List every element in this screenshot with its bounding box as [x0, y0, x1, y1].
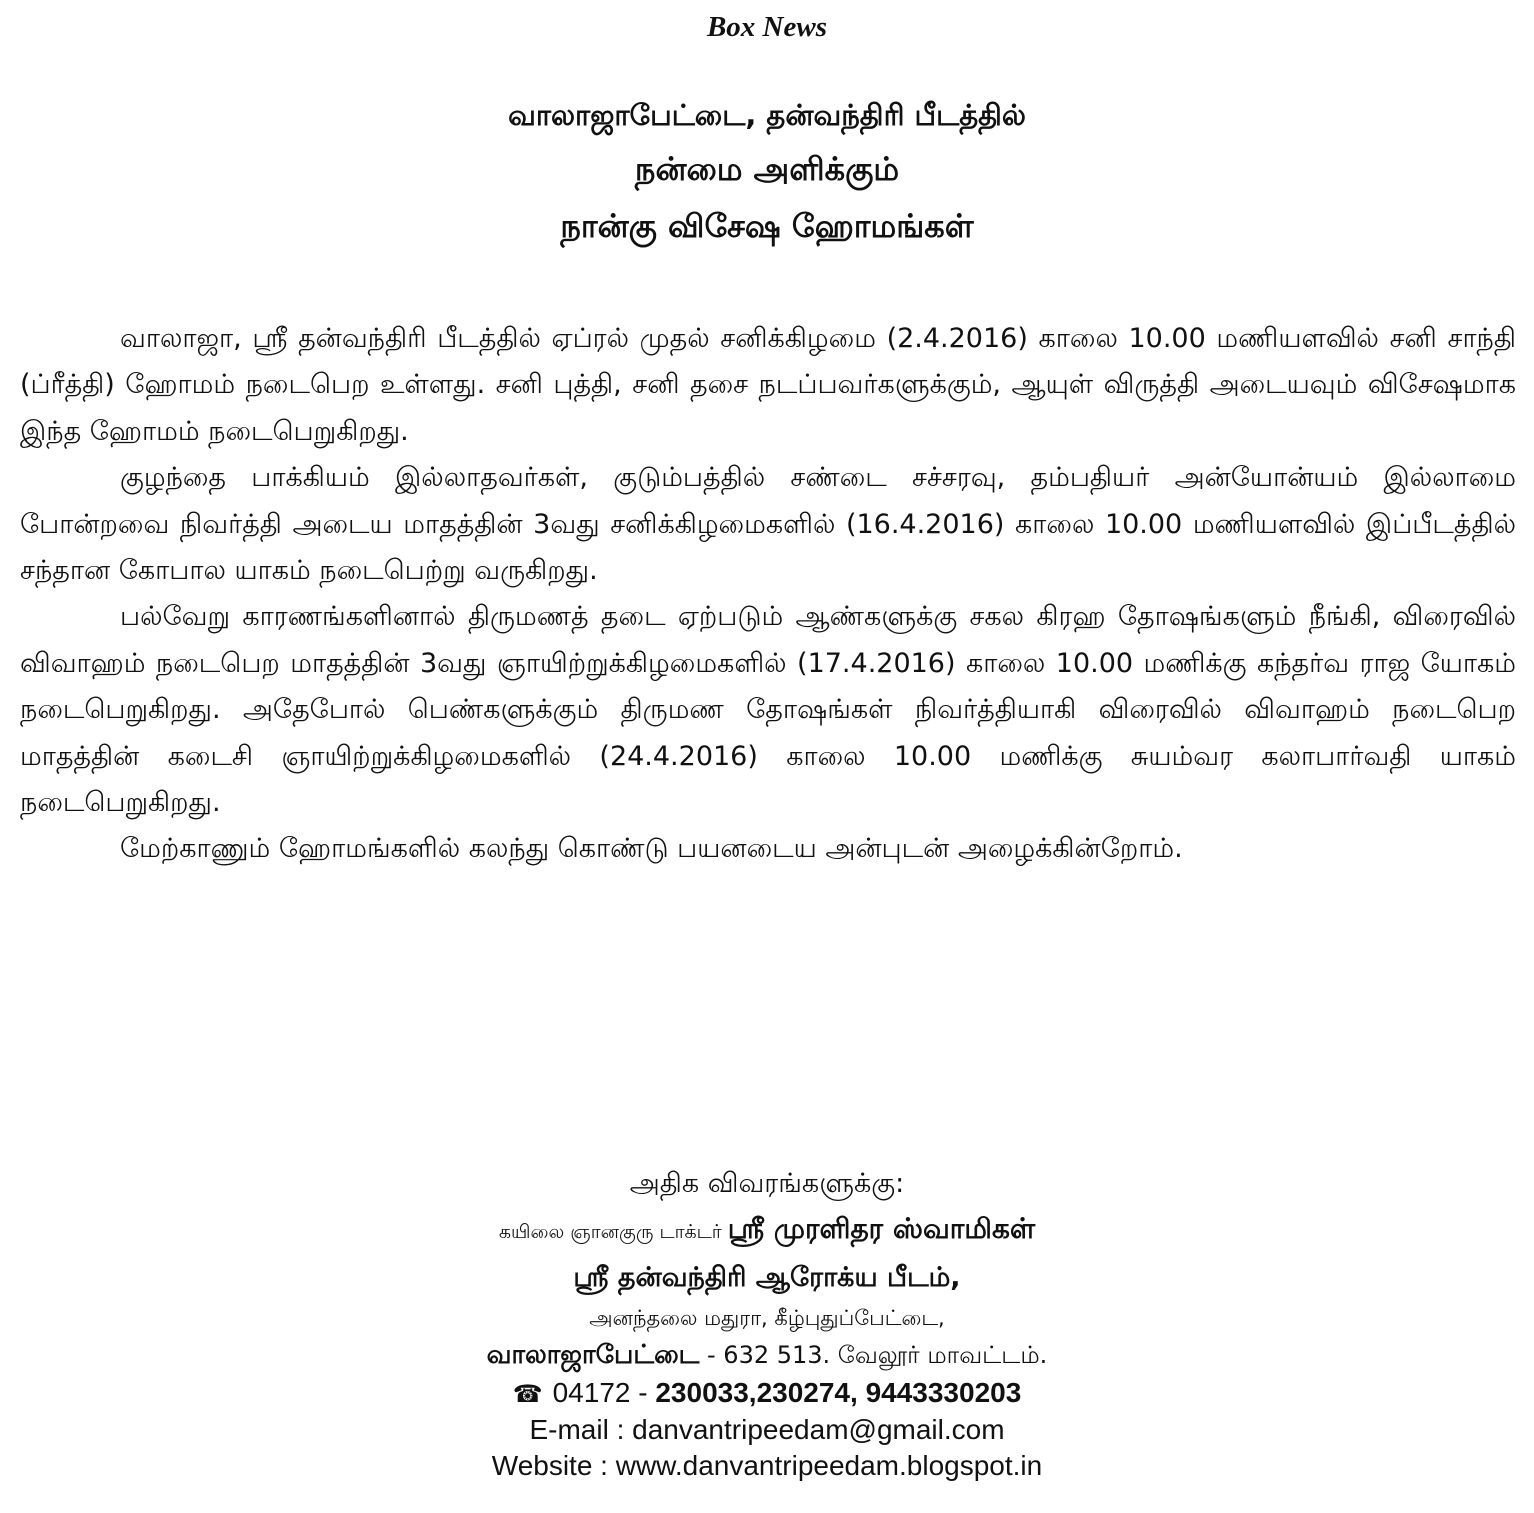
box-news-label: Box News — [706, 11, 828, 43]
phone-code: 04172 - — [552, 1377, 656, 1408]
headline-title-line2: நான்கு விசேஷ ஹோமங்கள் — [560, 207, 974, 245]
contact-phone-line — [0, 1375, 1534, 1412]
contact-address: அனந்தலை மதுரா, கீழ்புதுப்பேட்டை, — [589, 1306, 945, 1330]
paragraph-shani-homam: வாலாஜா, ஸ்ரீ தன்வந்திரி பீடத்தில் ஏப்ரல் முதல் சனிக்கிழமை (2.4.2016) காலை 10.00 மணியளவில் சனி சாந்தி (ப்ரீத்தி) ஹோமம் நடைபெற உள்ளது. சனி புத்தி, சனி தசை நடப்பவர்களுக்கும், ஆயுள் விருத்தி அடையவும் விசேஷமாக இந்த ஹோமம் நடைபெறுகிறது. — [20, 323, 1516, 447]
contact-pincode: - 632 513. — [699, 1341, 838, 1369]
phone-numbers: 230033,230274, 9443330203 — [655, 1377, 1022, 1408]
paragraph-santhana-gopala: குழந்தை பாக்கியம் இல்லாதவர்கள், குடும்பத்தில் சண்டை சச்சரவு, தம்பதியர் அன்யோன்யம் இல்லாமை போன்றவை நிவர்த்தி அடைய மாதத்தின் 3வது சனிக்கிழமைகளில் (16.4.2016) காலை 10.00 மணியளவில் இப்பீடத்தில் சந்தான கோபால யாகம் நடைபெற்று வருகிறது. — [20, 462, 1516, 587]
headline-title-line1: நன்மை அளிக்கும் — [634, 150, 900, 188]
contact-footer — [0, 1162, 1534, 1484]
paragraph-marriage-yagam: பல்வேறு காரணங்களினால் திருமணத் தடை ஏற்படும் ஆண்களுக்கு சகல கிரஹ தோஷங்களும் நீங்கி, விரைவில் விவாஹம் நடைபெற மாதத்தின் 3வது ஞாயிற்றுக்கிழமைகளில் (17.4.2016) காலை 10.00 மணிக்கு கந்தர்வ ராஜ யோகம் நடைபெறுகிறது. அதேபோல் பெண்களுக்கும் திருமண தோஷங்கள் நிவர்த்தியாகி விரைவில் விவாஹம் நடைபெற மாதத்தின் கடைசி ஞாயிற்றுக்கிழமைகளில் (24.4.2016) காலை 10.00 மணிக்கு சுயம்வர கலாபார்வதி யாகம் நடைபெறுகிறது. — [20, 601, 1516, 819]
contact-person-title: கயிலை ஞானகுரு டாக்டர் — [498, 1221, 728, 1243]
article-body — [20, 316, 1516, 873]
contact-email: E-mail : danvantripeedam@gmail.com — [529, 1414, 1005, 1445]
paragraph-invitation: மேற்காணும் ஹோமங்களில் கலந்து கொண்டு பயனடைய அன்புடன் அழைக்கின்றோம். — [120, 833, 1183, 865]
contact-website: Website : www.danvantripeedam.blogspot.in — [491, 1450, 1043, 1481]
phone-icon: ☎ — [512, 1380, 543, 1408]
contact-city-line — [0, 1335, 1534, 1375]
contact-city: வாலாஜாபேட்டை — [486, 1340, 700, 1370]
contact-heading: அதிக விவரங்களுக்கு: — [629, 1168, 905, 1199]
headline-location: வாலாஜாபேட்டை, தன்வந்திரி பீடத்தில் — [508, 98, 1026, 132]
contact-district: வேலூர் மாவட்டம். — [837, 1341, 1048, 1369]
contact-person-name: ஸ்ரீ முரளிதர ஸ்வாமிகள் — [727, 1212, 1036, 1245]
contact-organization: ஸ்ரீ தன்வந்திரி ஆரோக்ய பீடம், — [573, 1262, 961, 1293]
contact-person — [0, 1206, 1534, 1255]
